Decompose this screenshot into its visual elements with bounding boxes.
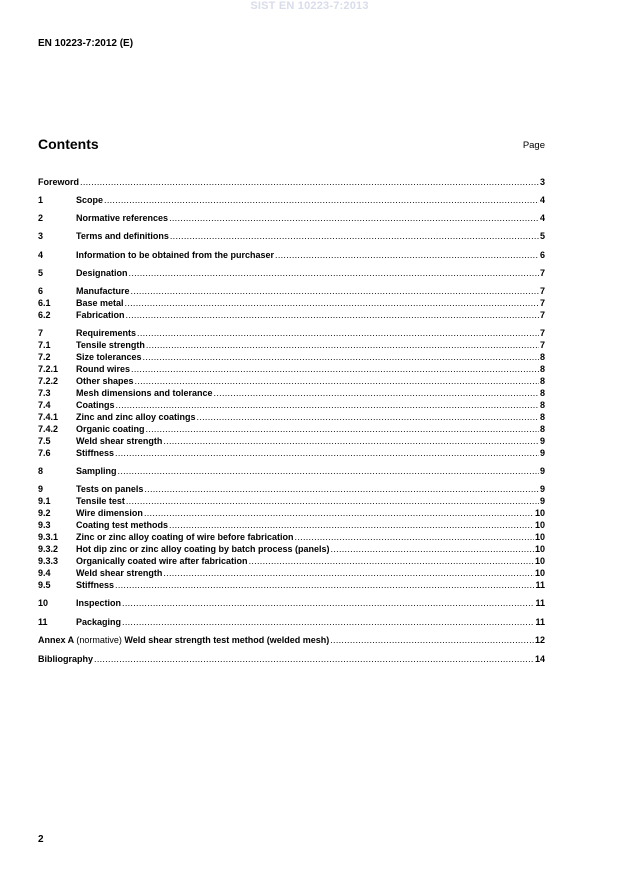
toc-entry-page: 7 xyxy=(539,298,545,308)
toc-entry[interactable] xyxy=(38,176,545,188)
toc-entry-title: Foreword xyxy=(38,177,80,187)
dot-leader xyxy=(126,495,539,507)
toc-entry[interactable] xyxy=(38,531,545,543)
toc-entry[interactable] xyxy=(38,435,545,447)
toc-entry-page: 9 xyxy=(539,466,545,476)
dot-leader xyxy=(115,579,534,591)
toc-entry-page: 8 xyxy=(539,352,545,362)
toc-entry-page: 8 xyxy=(539,412,545,422)
toc-entry-title: Wire dimension xyxy=(76,508,143,518)
toc-entry-number: 9.3.3 xyxy=(38,556,59,566)
dot-leader xyxy=(104,194,539,206)
toc-entry-page: 11 xyxy=(535,580,545,590)
dot-leader xyxy=(146,339,539,351)
dot-leader xyxy=(197,411,539,423)
dot-leader xyxy=(170,230,539,242)
toc-entry-title: Coating test methods xyxy=(76,520,169,530)
toc-entry-number: 1 xyxy=(38,195,44,205)
toc-entry-title: Requirements xyxy=(76,328,137,338)
toc-entry-number: 7.4.2 xyxy=(38,424,59,434)
toc-entry[interactable] xyxy=(38,495,545,507)
toc-entry[interactable] xyxy=(38,447,545,459)
toc-entry[interactable] xyxy=(38,597,545,609)
toc-entry-number: 7.4.1 xyxy=(38,412,59,422)
document-id: EN 10223-7:2012 (E) xyxy=(38,38,134,49)
toc-entry-title: Base metal xyxy=(76,298,124,308)
dot-leader xyxy=(115,447,539,459)
dot-leader xyxy=(214,387,539,399)
toc-entry-title: Inspection xyxy=(76,598,122,608)
dot-leader xyxy=(275,249,539,261)
toc-entry-title: Normative references xyxy=(76,213,169,223)
toc-entry-number: 7.2.1 xyxy=(38,364,59,374)
toc-entry-title: Mesh dimensions and tolerance xyxy=(76,388,213,398)
toc-entry[interactable] xyxy=(38,567,545,579)
toc-entry-title: Designation xyxy=(76,268,128,278)
toc-entry-number: 6.2 xyxy=(38,310,51,320)
toc-entry-page: 8 xyxy=(539,424,545,434)
toc-entry-number: 6 xyxy=(38,286,44,296)
toc-entry-title: Stiffness xyxy=(76,448,115,458)
toc-entry-page: 11 xyxy=(535,598,545,608)
toc-entry-number: 7.2.2 xyxy=(38,376,59,386)
toc-entry[interactable] xyxy=(38,519,545,531)
toc-entry-page: 11 xyxy=(535,617,545,627)
toc-entry-number: 6.1 xyxy=(38,298,51,308)
toc-entry-page: 9 xyxy=(539,496,545,506)
toc-entry-page: 7 xyxy=(539,340,545,350)
dot-leader xyxy=(330,634,534,646)
toc-entry-number: 7.6 xyxy=(38,448,51,458)
toc-entry-title: Size tolerances xyxy=(76,352,142,362)
toc-entry-number: 4 xyxy=(38,250,44,260)
dot-leader xyxy=(80,176,539,188)
toc-entry[interactable] xyxy=(38,194,545,206)
toc-entry-number: 9.5 xyxy=(38,580,51,590)
toc-entry[interactable] xyxy=(38,579,545,591)
toc-entry-number: 7 xyxy=(38,328,44,338)
toc-entry-title: Tensile strength xyxy=(76,340,145,350)
toc-entry-page: 8 xyxy=(539,376,545,386)
toc-entry[interactable] xyxy=(38,212,545,224)
toc-entry-number: 5 xyxy=(38,268,44,278)
toc-entry-page: 10 xyxy=(534,532,545,542)
toc-entry-page: 10 xyxy=(534,568,545,578)
toc-entry[interactable] xyxy=(38,297,545,309)
toc-entry[interactable] xyxy=(38,339,545,351)
dot-leader xyxy=(122,616,534,628)
toc-entry[interactable] xyxy=(38,555,545,567)
toc-entry-page: 5 xyxy=(539,231,545,241)
dot-leader xyxy=(169,519,534,531)
toc-entry[interactable] xyxy=(38,616,545,628)
toc-entry-title: Hot dip zinc or zinc alloy coating by batch process (panels) xyxy=(76,544,330,554)
toc-entry-page: 7 xyxy=(539,310,545,320)
dot-leader xyxy=(137,327,539,339)
toc-entry[interactable] xyxy=(38,351,545,363)
toc-entry-page: 10 xyxy=(534,508,545,518)
toc-entry-page: 10 xyxy=(534,520,545,530)
toc-entry-number: 9.1 xyxy=(38,496,51,506)
toc-entry-title: Bibliography xyxy=(38,654,94,664)
page-column-label: Page xyxy=(522,140,545,151)
toc-entry-title: Organically coated wire after fabrication xyxy=(76,556,248,566)
toc-entry-number: 9.3.1 xyxy=(38,532,59,542)
toc-entry-number: 9.3.2 xyxy=(38,544,59,554)
dot-leader xyxy=(163,567,534,579)
toc-entry-page: 9 xyxy=(539,448,545,458)
toc-entry-page: 7 xyxy=(539,328,545,338)
toc-entry[interactable] xyxy=(38,411,545,423)
dot-leader xyxy=(118,465,539,477)
toc-entry-page: 8 xyxy=(539,400,545,410)
toc-entry-title: Fabrication xyxy=(76,310,125,320)
toc-entry-title: Sampling xyxy=(76,466,117,476)
toc-entry-number: 9.4 xyxy=(38,568,51,578)
toc-entry-title: Organic coating xyxy=(76,424,145,434)
toc-entry-number: 7.4 xyxy=(38,400,51,410)
toc-entry-number: 9 xyxy=(38,484,44,494)
toc-entry[interactable] xyxy=(38,327,545,339)
toc-entry[interactable] xyxy=(38,375,545,387)
toc-entry-title: Stiffness xyxy=(76,580,115,590)
toc-entry-page: 10 xyxy=(534,544,545,554)
toc-entry-page: 3 xyxy=(539,177,545,187)
toc-entry-number: 10 xyxy=(38,598,49,608)
dot-leader xyxy=(131,285,539,297)
toc-entry-page: 12 xyxy=(534,635,545,645)
toc-entry-page: 8 xyxy=(539,364,545,374)
dot-leader xyxy=(125,297,539,309)
toc-entry-number: 2 xyxy=(38,213,44,223)
toc-entry-page: 14 xyxy=(534,654,545,664)
toc-entry-title: Other shapes xyxy=(76,376,134,386)
toc-entry-page: 7 xyxy=(539,286,545,296)
toc-entry[interactable] xyxy=(38,309,545,321)
toc-entry[interactable] xyxy=(38,399,545,411)
toc-entry-page: 4 xyxy=(539,213,545,223)
dot-leader xyxy=(249,555,534,567)
toc-entry-title: Manufacture xyxy=(76,286,130,296)
toc-entry[interactable] xyxy=(38,483,545,495)
toc-entry-page: 9 xyxy=(539,436,545,446)
toc-entry-number: 7.5 xyxy=(38,436,51,446)
toc-entry-title: Weld shear strength xyxy=(76,568,163,578)
annex-label: Annex A xyxy=(38,635,77,645)
dot-leader xyxy=(143,351,539,363)
toc-entry[interactable] xyxy=(38,543,545,555)
toc-entry-number: 8 xyxy=(38,466,44,476)
dot-leader xyxy=(144,507,534,519)
dot-leader xyxy=(144,483,539,495)
toc-entry[interactable] xyxy=(38,634,545,646)
dot-leader xyxy=(163,435,539,447)
annex-normative-label: (normative) xyxy=(76,635,125,645)
toc-entry-page: 10 xyxy=(534,556,545,566)
toc-entry-page: 8 xyxy=(539,388,545,398)
toc-entry-title: Packaging xyxy=(76,617,122,627)
dot-leader xyxy=(129,267,539,279)
dot-leader xyxy=(295,531,534,543)
toc-entry-number: 11 xyxy=(38,617,48,627)
toc-entry-number: 9.2 xyxy=(38,508,51,518)
toc-entry-title: Terms and definitions xyxy=(76,231,169,241)
toc-entry-title: Zinc and zinc alloy coatings xyxy=(76,412,196,422)
toc-entry-title: Tests on panels xyxy=(76,484,144,494)
toc-entry-page: 7 xyxy=(539,268,545,278)
toc-entry-title: Tensile test xyxy=(76,496,125,506)
page-number: 2 xyxy=(38,834,44,845)
dot-leader xyxy=(126,309,539,321)
dot-leader xyxy=(169,212,539,224)
dot-leader xyxy=(131,363,539,375)
dot-leader xyxy=(135,375,539,387)
toc-entry[interactable] xyxy=(38,363,545,375)
toc-entry-number: 7.1 xyxy=(38,340,51,350)
dot-leader xyxy=(331,543,534,555)
toc-entry-page: 4 xyxy=(539,195,545,205)
toc-entry[interactable] xyxy=(38,507,545,519)
dot-leader xyxy=(146,423,539,435)
contents-heading: Contents xyxy=(38,136,99,152)
toc-entry-title: Round wires xyxy=(76,364,131,374)
toc-entry[interactable] xyxy=(38,249,545,261)
annex-title: Weld shear strength test method (welded mesh) xyxy=(124,635,330,645)
toc-entry[interactable] xyxy=(38,387,545,399)
dot-leader xyxy=(94,653,534,665)
toc-entry-title: Weld shear strength xyxy=(76,436,163,446)
toc-entry-number: 9.3 xyxy=(38,520,51,530)
toc-entry[interactable] xyxy=(38,230,545,242)
toc-entry-page: 6 xyxy=(539,250,545,260)
toc-entry-title xyxy=(38,634,329,646)
toc-entry-number: 7.3 xyxy=(38,388,51,398)
toc-entry-title: Scope xyxy=(76,195,104,205)
toc-entry[interactable] xyxy=(38,267,545,279)
toc-entry[interactable] xyxy=(38,423,545,435)
toc-entry[interactable] xyxy=(38,465,545,477)
toc-entry-title: Zinc or zinc alloy coating of wire before fabrication xyxy=(76,532,294,542)
toc-entry[interactable] xyxy=(38,285,545,297)
dot-leader xyxy=(116,399,539,411)
dot-leader xyxy=(122,597,534,609)
toc-entry-number: 3 xyxy=(38,231,44,241)
toc-entry-number: 7.2 xyxy=(38,352,51,362)
watermark: SIST EN 10223-7:2013 xyxy=(250,0,369,12)
toc-entry-title: Information to be obtained from the purchaser xyxy=(76,250,275,260)
toc-entry[interactable] xyxy=(38,653,545,665)
toc-entry-title: Coatings xyxy=(76,400,115,410)
toc-entry-page: 9 xyxy=(539,484,545,494)
